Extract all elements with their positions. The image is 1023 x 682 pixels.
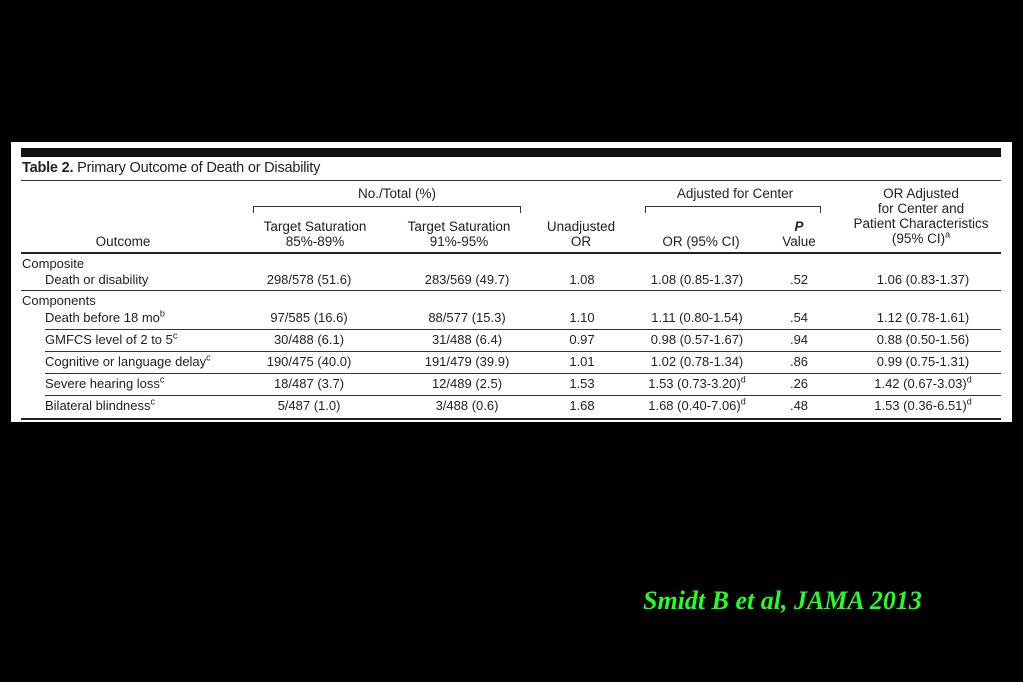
cell-or_ci: 1.02 (0.78-1.34) bbox=[650, 354, 744, 369]
header-or-adjusted bbox=[841, 186, 1001, 246]
table-caption bbox=[22, 160, 320, 176]
cell-or_ci: 1.53 $(0.73-3.20)^d$ bbox=[648, 374, 746, 391]
header-target-91-line1: Target Saturation bbox=[407, 219, 511, 234]
header-unadjusted-line2: OR bbox=[570, 234, 592, 249]
cell-unadj: 1.10 bbox=[569, 310, 595, 325]
cell-t85: 298/578 (51.6) bbox=[266, 272, 352, 287]
cell-t85: 97/585 (16.6) bbox=[270, 310, 348, 325]
cell-t85: 190/475 (40.0) bbox=[266, 354, 352, 369]
citation: Smidt B et al, JAMA 2013 bbox=[643, 586, 922, 615]
cell-p: .26 bbox=[789, 376, 809, 391]
cell-t91: 88/577 (15.3) bbox=[428, 310, 506, 325]
header-or-adjusted-line2: for Center and bbox=[877, 201, 965, 216]
cell-or_ci: 1.08 (0.85-1.37) bbox=[650, 272, 744, 287]
row-outcome: Severe hearing loss$^c$ bbox=[45, 374, 165, 391]
cell-adj: 0.88 (0.50-1.56) bbox=[876, 332, 970, 347]
bottom-rule bbox=[21, 418, 1001, 420]
cell-p: .52 bbox=[789, 272, 809, 287]
cell-p: .86 bbox=[789, 354, 809, 369]
header-or-ci: OR (95% CI) bbox=[662, 234, 740, 249]
cell-p: .48 bbox=[789, 398, 809, 413]
table-panel bbox=[11, 142, 1012, 422]
cell-t91: 191/479 (39.9) bbox=[424, 354, 510, 369]
cell-t91: 31/488 (6.4) bbox=[431, 332, 503, 347]
header-target-85 bbox=[235, 219, 395, 249]
header-p: P bbox=[794, 219, 804, 234]
section-composite: Composite bbox=[22, 256, 85, 271]
header-or-adjusted-line4: (95% CI) bbox=[891, 231, 946, 246]
table-label: Table 2. bbox=[22, 160, 74, 176]
cell-or_ci: 0.98 (0.57-1.67) bbox=[650, 332, 744, 347]
cell-t91: 283/569 (49.7) bbox=[424, 272, 510, 287]
cell-adj: 1.12 (0.78-1.61) bbox=[876, 310, 970, 325]
table-title: Primary Outcome of Death or Disability bbox=[77, 160, 321, 176]
rule-after-composite bbox=[21, 290, 1001, 291]
top-rule bbox=[21, 148, 1001, 157]
cell-t85: 5/487 (1.0) bbox=[277, 398, 341, 413]
cell-adj: 1.06 (0.83-1.37) bbox=[876, 272, 970, 287]
row-outcome: GMFCS level of 2 to 5$^c$ bbox=[45, 330, 178, 347]
cell-t91: 12/489 (2.5) bbox=[431, 376, 503, 391]
header-no-total: No./Total (%) bbox=[357, 186, 437, 201]
header-target-91-line2: 91%-95% bbox=[429, 234, 489, 249]
row-divider bbox=[45, 329, 1001, 330]
row-divider bbox=[45, 351, 1001, 352]
cell-unadj: 1.08 bbox=[569, 272, 595, 287]
header-target-91 bbox=[379, 219, 539, 249]
header-or-adjusted-line3: Patient Characteristics bbox=[853, 216, 989, 231]
header-target-85-line1: Target Saturation bbox=[263, 219, 367, 234]
cell-unadj: 1.01 bbox=[569, 354, 595, 369]
row-divider bbox=[45, 373, 1001, 374]
header-target-85-line2: 85%-89% bbox=[285, 234, 345, 249]
row-outcome: Bilateral blindness$^c$ bbox=[45, 396, 156, 413]
row-divider bbox=[45, 395, 1001, 396]
cell-or_ci: 1.68 $(0.40-7.06)^d$ bbox=[648, 396, 746, 413]
header-value: Value bbox=[782, 234, 816, 249]
header-rule bbox=[21, 252, 1001, 254]
cell-adj: 0.99 (0.75-1.31) bbox=[876, 354, 970, 369]
cell-t91: 3/488 (0.6) bbox=[435, 398, 499, 413]
cell-t85: 30/488 (6.1) bbox=[273, 332, 345, 347]
row-outcome: Cognitive or language delay$^c$ bbox=[45, 352, 211, 369]
header-or-adjusted-line1: OR Adjusted bbox=[883, 186, 959, 201]
header-p-value bbox=[769, 219, 829, 249]
section-components: Components bbox=[22, 293, 96, 308]
cell-adj: 1.53 $(0.36-6.51)^d$ bbox=[874, 396, 972, 413]
row-outcome: Death or disability bbox=[45, 272, 149, 287]
header-adjusted-center: Adjusted for Center bbox=[676, 186, 794, 201]
row-outcome: Death before 18 $mo^b$ bbox=[45, 308, 165, 325]
cell-or_ci: 1.11 (0.80-1.54) bbox=[651, 310, 743, 325]
cell-t85: 18/487 (3.7) bbox=[273, 376, 345, 391]
header-unadjusted-line1: Unadjusted bbox=[546, 219, 616, 234]
caption-rule bbox=[21, 180, 1001, 181]
cell-unadj: 1.68 bbox=[569, 398, 595, 413]
cell-unadj: 1.53 bbox=[569, 376, 595, 391]
cell-p: .54 bbox=[789, 310, 809, 325]
cell-p: .94 bbox=[789, 332, 809, 347]
header-or-adjusted-sup: a bbox=[945, 229, 951, 240]
cell-adj: 1.42 $(0.67-3.03)^d$ bbox=[874, 374, 972, 391]
header-unadjusted bbox=[531, 219, 631, 249]
header-outcome: Outcome bbox=[95, 234, 151, 249]
bracket-no-total bbox=[253, 206, 521, 213]
bracket-adjusted-center bbox=[645, 206, 821, 213]
cell-unadj: 0.97 bbox=[569, 332, 595, 347]
